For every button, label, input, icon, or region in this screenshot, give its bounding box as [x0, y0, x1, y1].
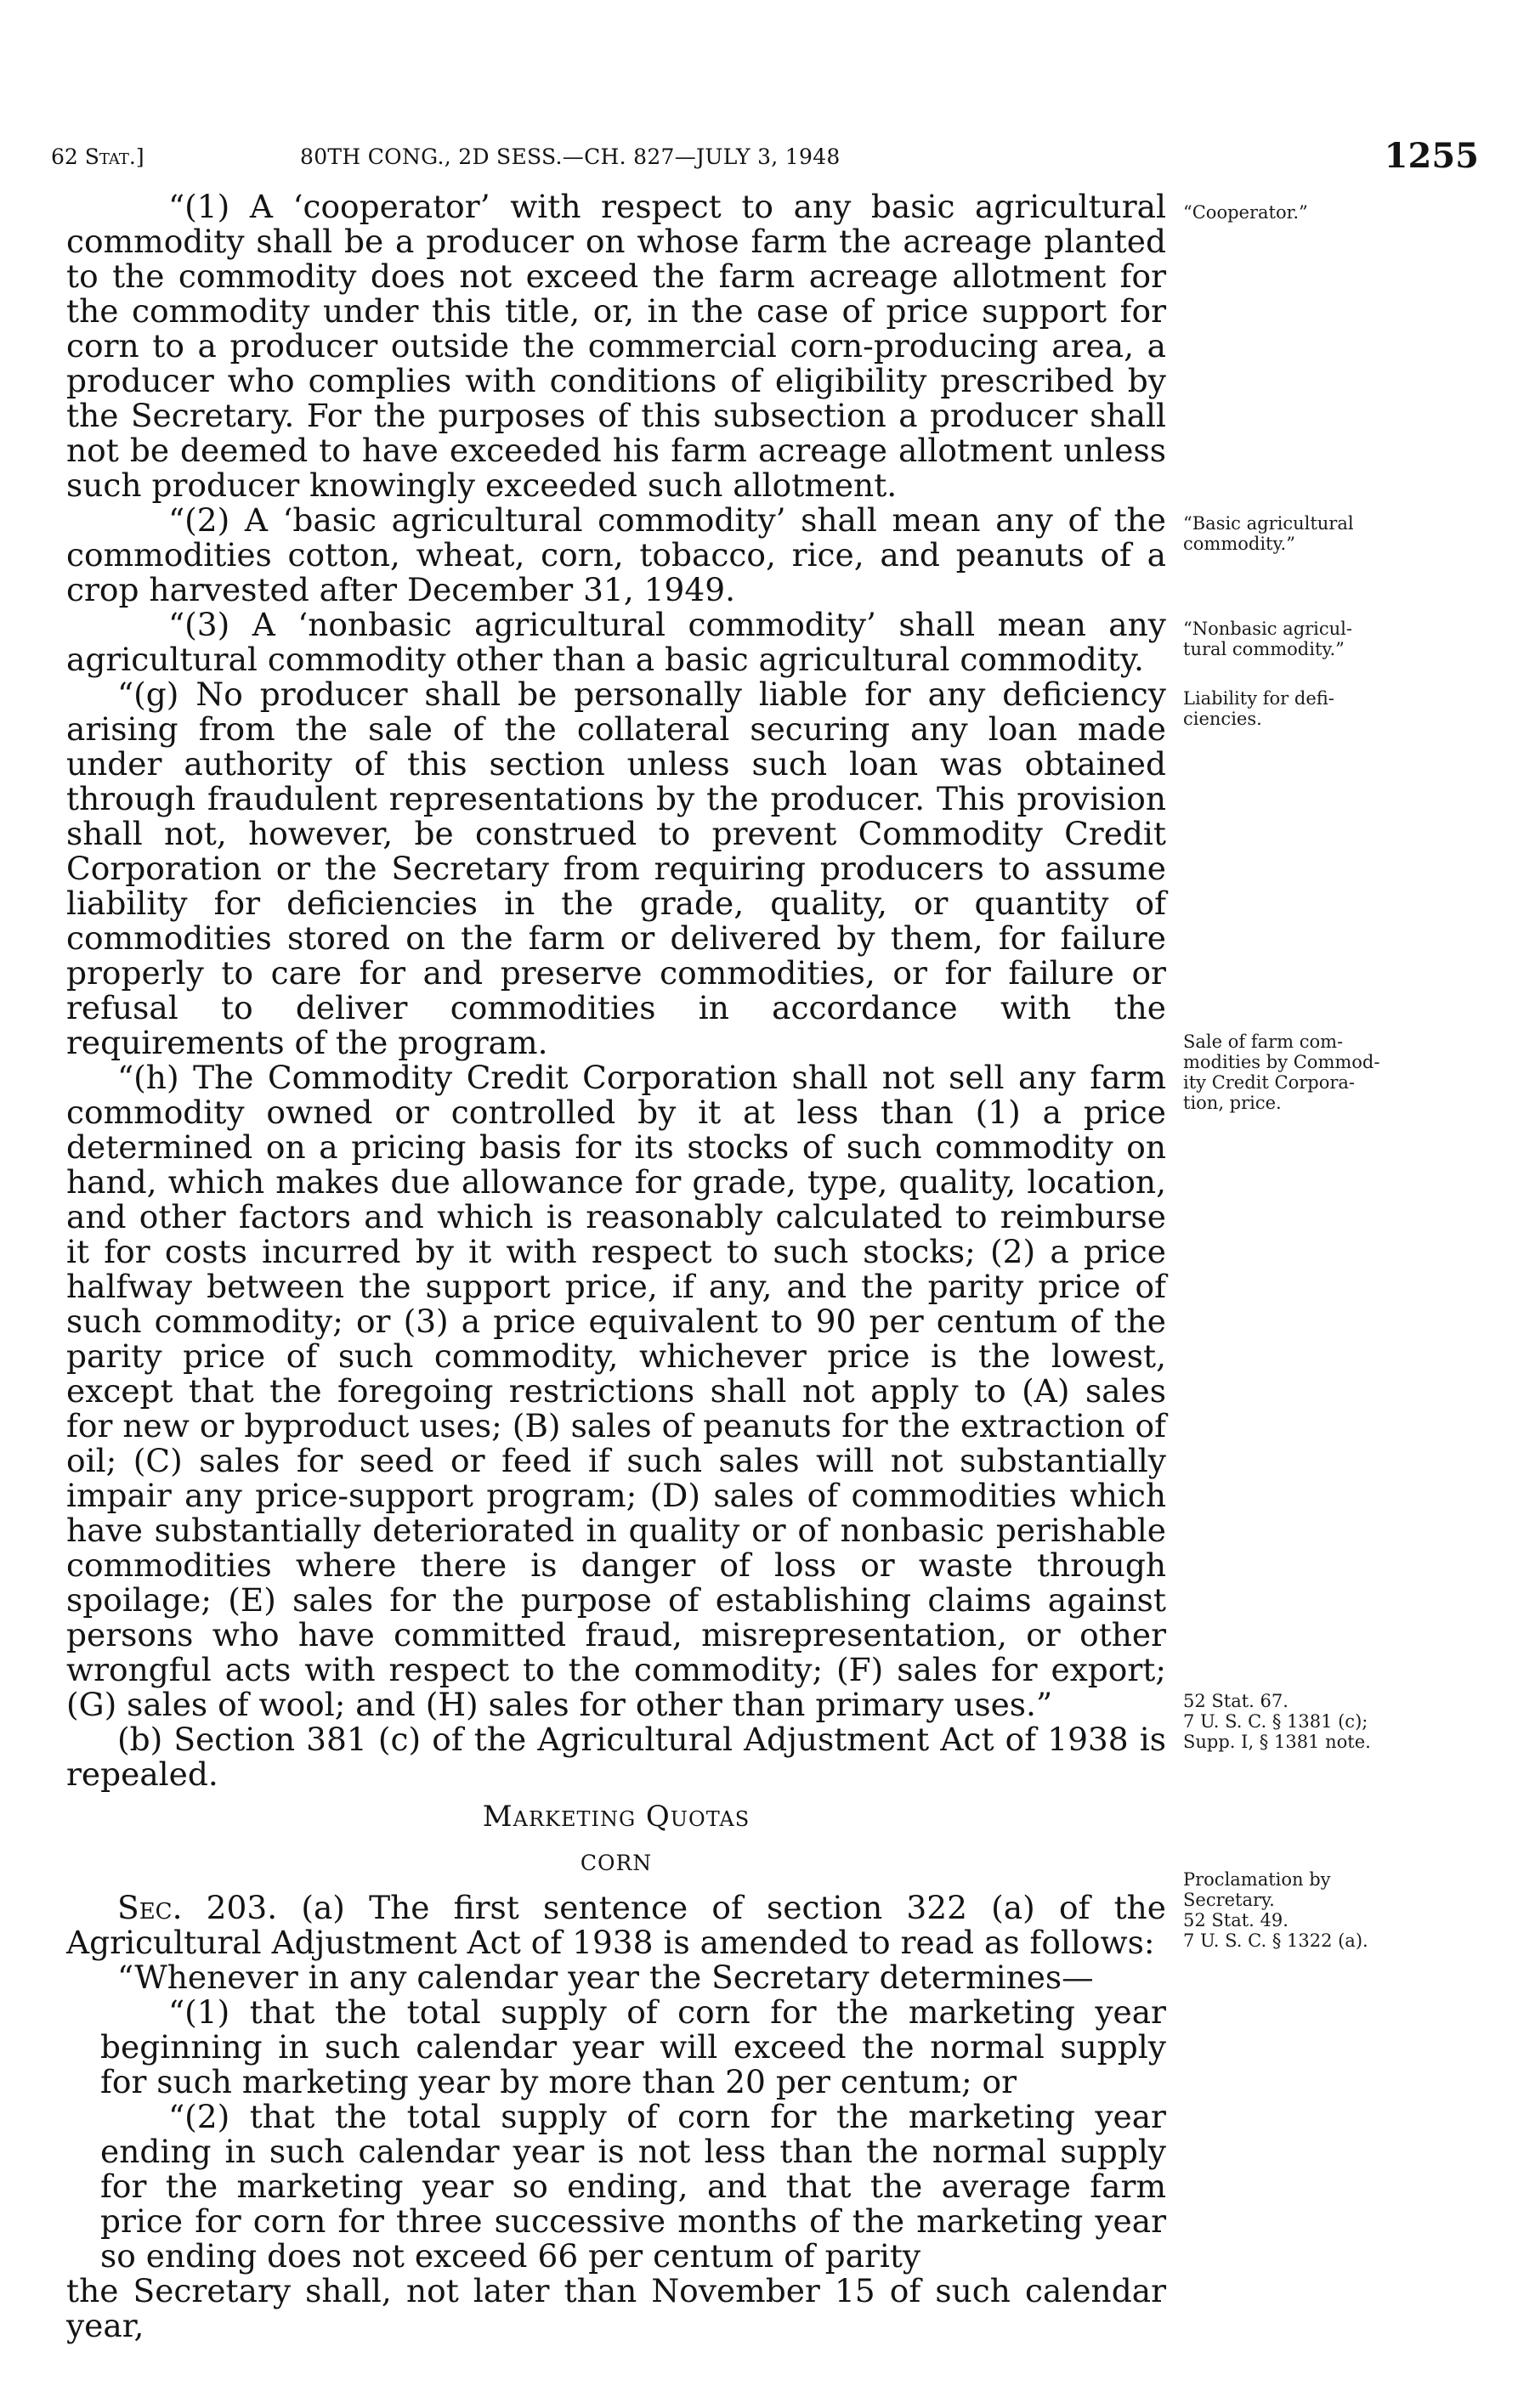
- running-header: [51, 136, 1479, 187]
- paragraph-cooperator: “(1) A ‘cooperator’ with respect to any basic agricultural commodity shall be a producer on whose farm the acreage planted to the commodity does not exceed the farm acreage allotment for the commodity under this title, or, in the case of price support for corn to a producer outside the commercial corn-producing area, a producer who complies with conditions of eligibility prescribed by the Secretary. For the purposes of this subsection a producer shall not be deemed to have exceeded his farm acreage allotment unless such producer knowingly exceeded such allotment.: [66, 188, 1166, 504]
- margin-note-cooperator: [1183, 202, 1438, 223]
- paragraph-liability: “(g) No producer shall be personally liable for any deficiency arising from the sale of the collateral securing any loan made under authority of this section unless such loan was obtained through fraudulent representations by the producer. This provision shall not, however, be construed to prevent Commodity Credit Corporation or the Secretary from requiring producers to assume liability for deficiencies in the grade, quality, or quantity of commodities stored on the farm or delivered by them, for failure properly to care for and preserve commodities, or for failure or refusal to deliver commodities in accordance with the requirements of the program.: [66, 675, 1166, 1061]
- margin-note-line: 52 Stat. 67.: [1183, 1691, 1289, 1711]
- margin-note-line: Sale of farm com-: [1183, 1032, 1344, 1052]
- subheading-corn: CORN: [580, 1851, 653, 1875]
- margin-note-line: Liability for defi-: [1183, 688, 1334, 709]
- paragraph-nonbasic-commodity: “(3) A ‘nonbasic agricultural commodity’ shall mean any agricultural commodity other than a basic agricultural commodity.: [66, 606, 1166, 678]
- page-number: 1255: [1384, 136, 1479, 176]
- margin-note-line: “Nonbasic agricul-: [1183, 619, 1352, 639]
- margin-note-line: 52 Stat. 49.: [1183, 1910, 1289, 1930]
- margin-note-line: ity Credit Corpora-: [1183, 1072, 1355, 1093]
- margin-note-line: “Cooperator.”: [1183, 202, 1308, 223]
- paragraph-quote-intro: “Whenever in any calendar year the Secretary determines—: [117, 1959, 1094, 1996]
- paragraph-item-2: “(2) that the total supply of corn for the marketing year ending in such calendar year is not less than the normal supply for the marketing year so ending, and that the average farm price for corn for three successive months of the marketing year so ending does not exceed 66 per centum of parity: [100, 2098, 1166, 2275]
- margin-note-line: Supp. I, § 1381 note.: [1183, 1732, 1371, 1752]
- paragraph-basic-commodity: “(2) A ‘basic agricultural commodity’ shall mean any of the commodities cotton, wheat, corn, tobacco, rice, and peanuts of a crop harvested after December 31, 1949.: [66, 501, 1166, 608]
- margin-note-line: “Basic agricultural: [1183, 513, 1354, 534]
- margin-note-line: Proclamation by: [1183, 1869, 1331, 1890]
- margin-note-nonbasic-commodity: [1183, 619, 1438, 659]
- margin-note-line: modities by Commod-: [1183, 1052, 1380, 1072]
- margin-note-stat-67: [1183, 1691, 1438, 1752]
- margin-note-line: tural commodity.”: [1183, 639, 1345, 659]
- statute-volume-label: 62 Stat.]: [51, 144, 144, 169]
- section-203-text: 203. (a) The first sentence of section 322 (a) of the Agricultural Adjustment Act of 1938 is amended to read as follows:: [66, 1889, 1166, 1961]
- margin-note-line: 7 U. S. C. § 1322 (a).: [1183, 1930, 1368, 1951]
- margin-note-line: Secretary.: [1183, 1890, 1275, 1910]
- paragraph-closing: the Secretary shall, not later than November 15 of such calendar year,: [66, 2272, 1166, 2344]
- margin-note-sale-of-commodities: [1183, 1032, 1438, 1113]
- section-label: Sec.: [117, 1889, 183, 1926]
- margin-note-line: commodity.”: [1183, 534, 1295, 554]
- section-heading-marketing-quotas: Marketing Quotas: [482, 1800, 751, 1834]
- margin-note-liability: [1183, 688, 1438, 729]
- margin-note-line: ciencies.: [1183, 709, 1262, 729]
- main-text-column: [66, 189, 1166, 2343]
- margin-note-basic-commodity: [1183, 513, 1438, 554]
- paragraph-repeal: (b) Section 381 (c) of the Agricultural Adjustment Act of 1938 is repealed.: [66, 1721, 1166, 1793]
- paragraph-item-1: “(1) that the total supply of corn for the marketing year beginning in such calendar year will exceed the normal supply for such marketing year by more than 20 per centum; or: [100, 1993, 1166, 2100]
- paragraph-sec-203: [66, 1891, 1166, 1960]
- margin-note-proclamation: [1183, 1869, 1438, 1951]
- margin-note-line: 7 U. S. C. § 1381 (c);: [1183, 1711, 1368, 1732]
- margin-note-line: tion, price.: [1183, 1093, 1282, 1113]
- congress-session-chapter: 80TH CONG., 2D SESS.—CH. 827—JULY 3, 1948: [300, 144, 841, 169]
- paragraph-sale-restrictions: “(h) The Commodity Credit Corporation shall not sell any farm commodity owned or controlled by it at less than (1) a price determined on a pricing basis for its stocks of such commodity on hand, which makes due allowance for grade, type, quality, location, and other factors and which is reasonably calculated to reimburse it for costs incurred by it with respect to such stocks; (2) a price halfway between the support price, if any, and the parity price of such commodity; or (3) a price equivalent to 90 per centum of the parity price of such commodity, whichever price is the lowest, except that the foregoing restrictions shall not apply to (A) sales for new or byproduct uses; (B) sales of peanuts for the extraction of oil; (C) sales for seed or feed if such sales will not substantially impair any price-support program; (D) sales of commodities which have substantially deteriorated in quality or of nonbasic perishable commodities where there is danger of loss or waste through spoilage; (E) sales for the purpose of establishing claims against persons who have committed fraud, misrepresentation, or other wrongful acts with respect to the commodity; (F) sales for export; (G) sales of wool; and (H) sales for other than primary uses.”: [66, 1059, 1166, 1723]
